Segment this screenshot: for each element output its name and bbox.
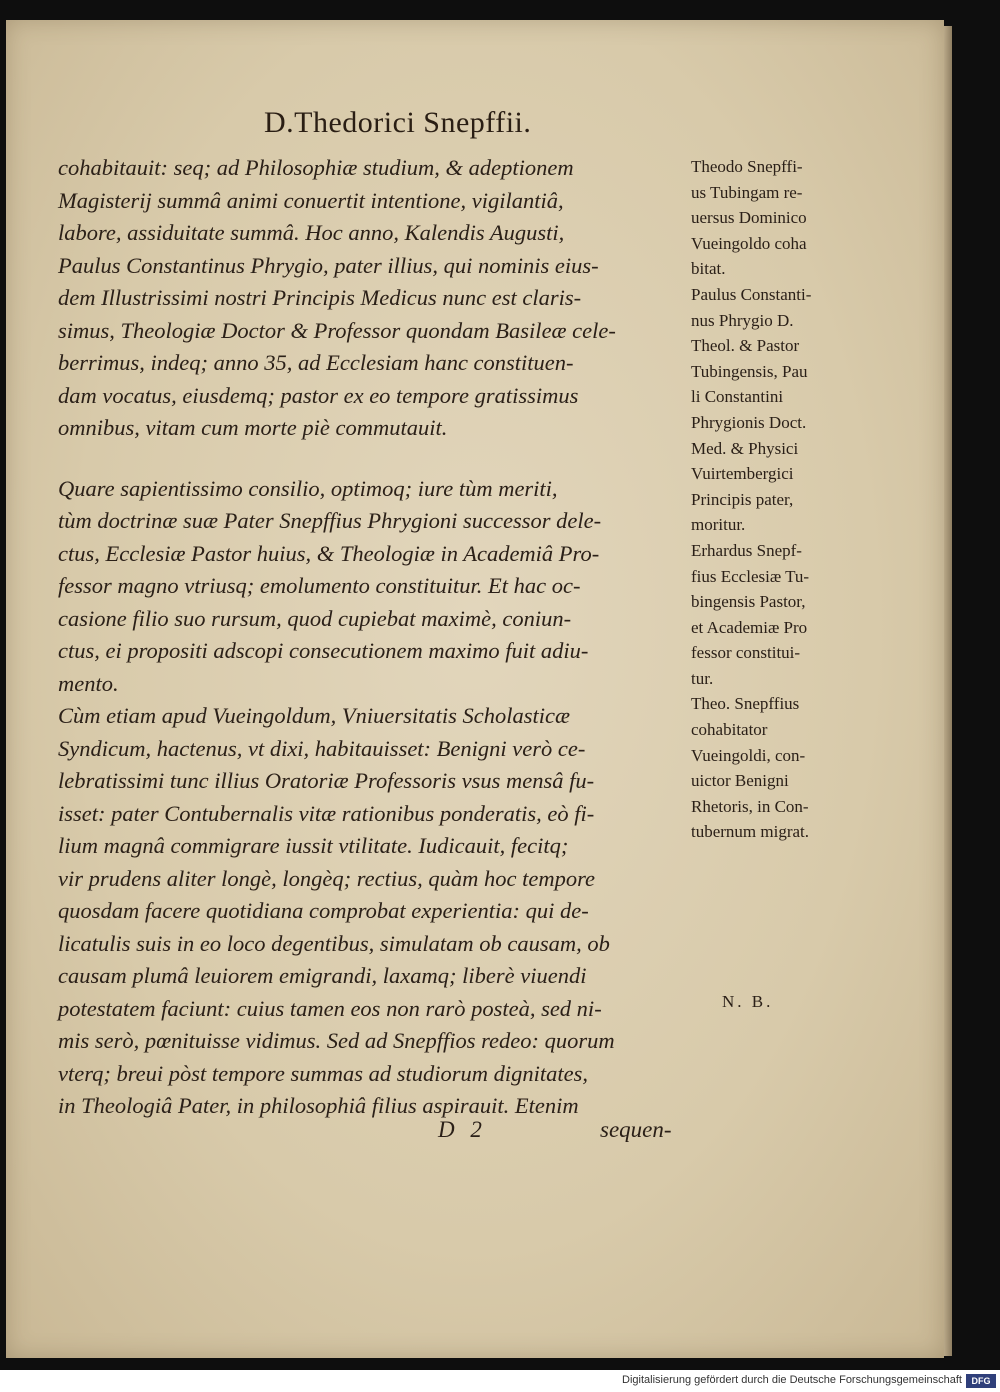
margin-note-line: nus Phrygio D.: [691, 310, 794, 330]
margin-note-line: Theol. & Pastor: [691, 336, 800, 356]
body-line: vir prudens aliter longè, longèq; rectius, quàm hoc tempore: [58, 865, 595, 891]
body-line: Magisterij summâ animi conuertit intentione, vigilantiâ,: [58, 187, 564, 213]
margin-note-line: fessor constitui-: [691, 643, 801, 663]
margin-note-line: uictor Benigni: [691, 771, 789, 791]
body-line: omnibus, vitam cum morte piè commutauit.: [58, 415, 448, 440]
body-line: dam vocatus, eiusdemq; pastor ex eo tempore gratissimus: [58, 382, 579, 408]
footer-bar: [0, 1370, 1000, 1392]
margin-note-line: Vueingoldo coha: [691, 233, 807, 253]
book-page: [6, 20, 944, 1358]
body-line: casione filio suo rursum, quod cupiebat maximè, coniun-: [58, 605, 572, 631]
body-line: licatulis suis in eo loco degentibus, simulatam ob causam, ob: [58, 930, 610, 956]
margin-note-line: Vuirtembergici: [691, 464, 794, 484]
nota-bene-mark: N. B.: [722, 992, 774, 1011]
body-line: causam plumâ leuiorem emigrandi, laxamq; liberè viuendi: [58, 963, 587, 988]
body-line: fessor magno vtriusq; emolumento constituitur. Et hac oc-: [58, 573, 581, 598]
body-line: tùm doctrinæ suæ Pater Snepffius Phrygioni successor dele-: [58, 508, 602, 533]
margin-note-line: li Constantini: [691, 387, 784, 407]
body-line: dem Illustrissimi nostri Principis Medicus nunc est claris-: [58, 285, 582, 310]
body-line: mento.: [58, 670, 119, 696]
margin-note-line: Erhardus Snepf-: [691, 540, 802, 560]
margin-note-line: Rhetoris, in Con-: [691, 796, 809, 816]
margin-note-line: fius Ecclesiæ Tu-: [691, 566, 810, 586]
body-line: Paulus Constantinus Phrygio, pater illius, qui nominis eius-: [58, 252, 599, 278]
body-line: Syndicum, hactenus, vt dixi, habitauisset: Benigni verò ce-: [58, 735, 586, 761]
margin-note-line: et Academiæ Pro: [691, 617, 808, 637]
body-line: isset: pater Contubernalis vitæ rationibus ponderatis, eò fi-: [58, 800, 595, 826]
body-line: lium magnâ commigrare iussit vtilitate. Iudicauit, fecitq;: [58, 833, 569, 858]
margin-note-line: bitat.: [691, 259, 726, 279]
running-head: D.Thedorici Snepffii.: [264, 106, 532, 139]
body-line: ctus, Ecclesiæ Pastor huius, & Theologiæ in Academiâ Pro-: [58, 540, 600, 566]
margin-note-line: tur.: [691, 668, 714, 688]
body-line: mis serò, pœnituisse vidimus. Sed ad Snepffios redeo: quorum: [58, 1028, 615, 1053]
body-line: in Theologiâ Pater, in philosophiâ filius aspirauit. Etenim: [58, 1093, 579, 1118]
body-line: labore, assiduitate summâ. Hoc anno, Kalendis Augusti,: [58, 220, 565, 245]
body-line: Cùm etiam apud Vueingoldum, Vniuersitatis Scholasticæ: [58, 703, 571, 728]
margin-notes: [691, 154, 881, 845]
paragraph-gap: [58, 445, 688, 473]
margin-note-line: Vueingoldi, con-: [691, 745, 806, 765]
body-line: vterq; breui pòst tempore summas ad studiorum dignitates,: [58, 1060, 588, 1086]
margin-note-line: Paulus Constanti-: [691, 284, 812, 304]
catchword: sequen-: [600, 1117, 672, 1142]
margin-note-line: Phrygionis Doct.: [691, 412, 807, 432]
margin-note-line: us Tubingam re-: [691, 182, 803, 202]
margin-note-line: Tubingensis, Pau: [691, 361, 808, 381]
margin-note-line: cohabitator: [691, 720, 768, 740]
body-line: lebratissimi tunc illius Oratoriæ Professoris vsus mensâ fu-: [58, 768, 595, 793]
dfg-credit: Digitalisierung gefördert durch die Deutsche Forschungsgemeinschaft: [622, 1374, 962, 1386]
body-line: Quare sapientissimo consilio, optimoq; iure tùm meriti,: [58, 475, 558, 501]
margin-note-line: moritur.: [691, 515, 746, 535]
margin-note-line: Principis pater,: [691, 489, 794, 509]
margin-note-line: Theo. Snepffius: [691, 694, 800, 714]
body-line: ctus, ei propositi adscopi consecutionem maximo fuit adiu-: [58, 638, 589, 663]
signature-mark: D 2: [438, 1117, 482, 1142]
page-edge: [944, 26, 952, 1356]
margin-note-line: Theodo Snepffi-: [691, 157, 803, 176]
body-line: quosdam facere quotidiana comprobat experientia: qui de-: [58, 898, 589, 923]
dfg-logo: DFG: [966, 1374, 996, 1388]
body-line: berrimus, indeq; anno 35, ad Ecclesiam hanc constituen-: [58, 350, 574, 375]
body-line: cohabitauit: seq; ad Philosophiæ studium, & adeptionem: [58, 155, 574, 180]
margin-note-line: Med. & Physici: [691, 438, 799, 458]
margin-note-line: uersus Dominico: [691, 208, 807, 228]
body-text: [58, 152, 688, 1123]
margin-note-line: tubernum migrat.: [691, 822, 810, 842]
body-line: simus, Theologiæ Doctor & Professor quondam Basileæ cele-: [58, 317, 616, 343]
body-line: potestatem faciunt: cuius tamen eos non rarò posteà, sed ni-: [58, 995, 602, 1021]
margin-note-line: bingensis Pastor,: [691, 592, 806, 612]
